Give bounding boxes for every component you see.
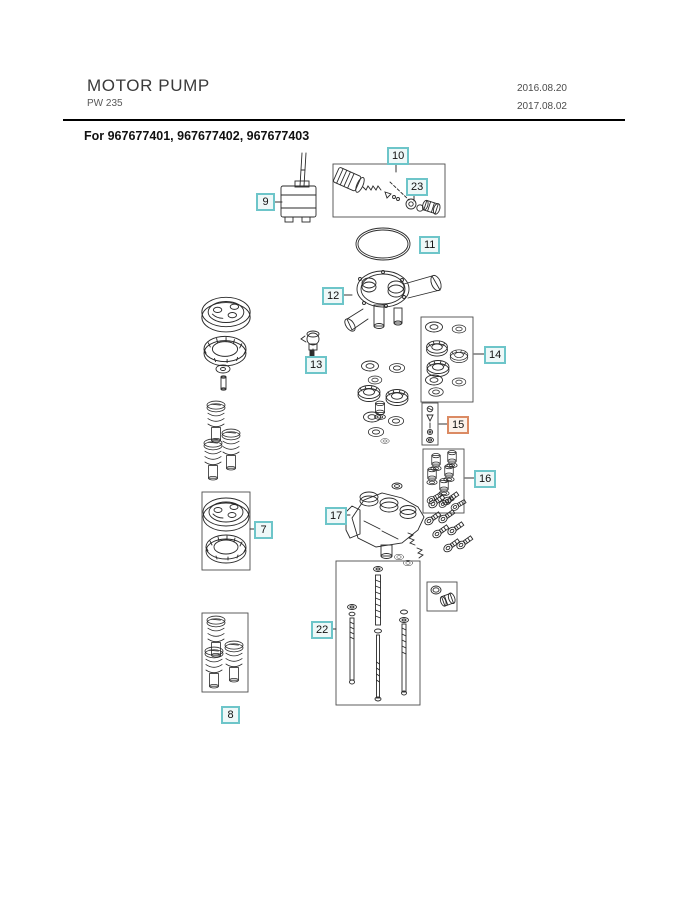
callout-17[interactable]: 17 (325, 507, 347, 525)
gear-stack (202, 297, 250, 390)
check-valve-kit-box (422, 403, 438, 445)
pressure-switch-part (281, 153, 316, 222)
bolt-kit-box (336, 561, 420, 705)
fitting-detail-box (427, 582, 457, 611)
callout-16[interactable]: 16 (474, 470, 496, 488)
seal-kit-box (421, 317, 473, 402)
callout-23[interactable]: 23 (406, 178, 428, 196)
page-title: MOTOR PUMP (87, 76, 210, 95)
plunger-set (204, 401, 240, 480)
callout-14[interactable]: 14 (484, 346, 506, 364)
model-number: PW 235 (87, 98, 123, 109)
callout-13[interactable]: 13 (305, 356, 327, 374)
callout-10[interactable]: 10 (387, 147, 409, 165)
callout-11[interactable]: 11 (419, 236, 440, 254)
callout-8[interactable]: 8 (221, 706, 240, 724)
bearing-kit-box (202, 492, 250, 570)
unloader-valve-part (301, 331, 319, 356)
date-revised: 2017.08.02 (516, 101, 567, 112)
piston-kit-box (202, 613, 248, 692)
applies-to-models: For 967677401, 967677402, 967677403 (84, 129, 310, 143)
oring-part (356, 228, 410, 260)
callout-22[interactable]: 22 (311, 621, 333, 639)
callout-12[interactable]: 12 (322, 287, 344, 305)
pump-manifold-part (346, 483, 474, 566)
seal-cascade (358, 361, 408, 444)
callout-15[interactable]: 15 (447, 416, 469, 434)
date-created: 2016.08.20 (516, 83, 567, 94)
callout-9[interactable]: 9 (256, 193, 275, 211)
callout-7[interactable]: 7 (254, 521, 273, 539)
